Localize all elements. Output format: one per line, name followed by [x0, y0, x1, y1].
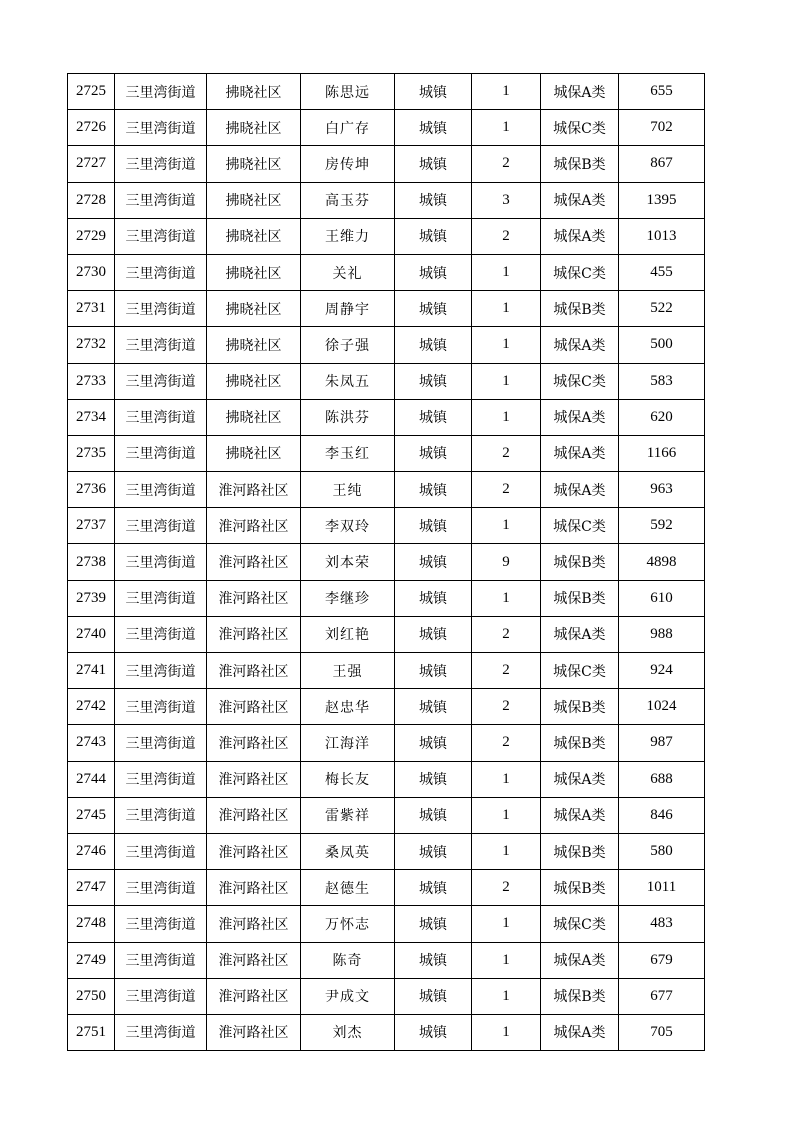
serial-number-cell: 2735 — [68, 435, 115, 471]
table-row — [68, 182, 705, 218]
name-cell: 周静宇 — [301, 291, 395, 327]
area-type-cell: 城镇 — [395, 906, 472, 942]
community-cell: 拂晓社区 — [207, 291, 301, 327]
serial-number-cell: 2729 — [68, 218, 115, 254]
name-cell: 王强 — [301, 653, 395, 689]
name-cell: 高玉芬 — [301, 182, 395, 218]
community-cell: 淮河路社区 — [207, 1014, 301, 1050]
table-row — [68, 363, 705, 399]
category-cell: 城保A类 — [541, 472, 619, 508]
area-type-cell: 城镇 — [395, 110, 472, 146]
serial-number-cell: 2730 — [68, 254, 115, 290]
household-size-cell: 1 — [472, 74, 541, 110]
community-cell: 淮河路社区 — [207, 870, 301, 906]
amount-cell: 688 — [619, 761, 705, 797]
area-type-cell: 城镇 — [395, 508, 472, 544]
category-cell: 城保C类 — [541, 906, 619, 942]
amount-cell: 580 — [619, 833, 705, 869]
community-cell: 淮河路社区 — [207, 653, 301, 689]
amount-cell: 500 — [619, 327, 705, 363]
household-size-cell: 1 — [472, 906, 541, 942]
area-type-cell: 城镇 — [395, 327, 472, 363]
serial-number-cell: 2741 — [68, 653, 115, 689]
name-cell: 赵德生 — [301, 870, 395, 906]
street-cell: 三里湾街道 — [115, 580, 207, 616]
serial-number-cell: 2750 — [68, 978, 115, 1014]
street-cell: 三里湾街道 — [115, 254, 207, 290]
area-type-cell: 城镇 — [395, 942, 472, 978]
name-cell: 朱凤五 — [301, 363, 395, 399]
street-cell: 三里湾街道 — [115, 399, 207, 435]
table-row — [68, 218, 705, 254]
category-cell: 城保B类 — [541, 689, 619, 725]
name-cell: 李玉红 — [301, 435, 395, 471]
category-cell: 城保B类 — [541, 544, 619, 580]
name-cell: 王维力 — [301, 218, 395, 254]
table-row — [68, 689, 705, 725]
amount-cell: 987 — [619, 725, 705, 761]
area-type-cell: 城镇 — [395, 616, 472, 652]
table-row — [68, 580, 705, 616]
name-cell: 尹成文 — [301, 978, 395, 1014]
table-row — [68, 472, 705, 508]
community-cell: 淮河路社区 — [207, 797, 301, 833]
name-cell: 梅长友 — [301, 761, 395, 797]
area-type-cell: 城镇 — [395, 653, 472, 689]
street-cell: 三里湾街道 — [115, 218, 207, 254]
serial-number-cell: 2748 — [68, 906, 115, 942]
street-cell: 三里湾街道 — [115, 110, 207, 146]
table-row — [68, 399, 705, 435]
street-cell: 三里湾街道 — [115, 291, 207, 327]
area-type-cell: 城镇 — [395, 182, 472, 218]
household-size-cell: 1 — [472, 797, 541, 833]
amount-cell: 655 — [619, 74, 705, 110]
category-cell: 城保A类 — [541, 74, 619, 110]
street-cell: 三里湾街道 — [115, 797, 207, 833]
household-size-cell: 2 — [472, 146, 541, 182]
amount-cell: 702 — [619, 110, 705, 146]
street-cell: 三里湾街道 — [115, 327, 207, 363]
household-size-cell: 3 — [472, 182, 541, 218]
community-cell: 拂晓社区 — [207, 182, 301, 218]
community-cell: 淮河路社区 — [207, 942, 301, 978]
category-cell: 城保B类 — [541, 291, 619, 327]
category-cell: 城保A类 — [541, 399, 619, 435]
community-cell: 淮河路社区 — [207, 978, 301, 1014]
amount-cell: 583 — [619, 363, 705, 399]
serial-number-cell: 2746 — [68, 833, 115, 869]
serial-number-cell: 2739 — [68, 580, 115, 616]
serial-number-cell: 2728 — [68, 182, 115, 218]
category-cell: 城保C类 — [541, 254, 619, 290]
household-size-cell: 2 — [472, 435, 541, 471]
street-cell: 三里湾街道 — [115, 146, 207, 182]
area-type-cell: 城镇 — [395, 580, 472, 616]
street-cell: 三里湾街道 — [115, 363, 207, 399]
street-cell: 三里湾街道 — [115, 833, 207, 869]
street-cell: 三里湾街道 — [115, 472, 207, 508]
amount-cell: 988 — [619, 616, 705, 652]
area-type-cell: 城镇 — [395, 544, 472, 580]
household-size-cell: 1 — [472, 399, 541, 435]
category-cell: 城保A类 — [541, 218, 619, 254]
household-size-cell: 1 — [472, 761, 541, 797]
amount-cell: 592 — [619, 508, 705, 544]
community-cell: 拂晓社区 — [207, 435, 301, 471]
serial-number-cell: 2747 — [68, 870, 115, 906]
amount-cell: 483 — [619, 906, 705, 942]
amount-cell: 610 — [619, 580, 705, 616]
table-row — [68, 870, 705, 906]
name-cell: 陈奇 — [301, 942, 395, 978]
amount-cell: 1166 — [619, 435, 705, 471]
household-size-cell: 1 — [472, 942, 541, 978]
table-row — [68, 1014, 705, 1050]
name-cell: 桑凤英 — [301, 833, 395, 869]
household-size-cell: 2 — [472, 616, 541, 652]
name-cell: 刘杰 — [301, 1014, 395, 1050]
community-cell: 拂晓社区 — [207, 399, 301, 435]
amount-cell: 679 — [619, 942, 705, 978]
table-row — [68, 653, 705, 689]
community-cell: 拂晓社区 — [207, 146, 301, 182]
name-cell: 王纯 — [301, 472, 395, 508]
amount-cell: 455 — [619, 254, 705, 290]
amount-cell: 677 — [619, 978, 705, 1014]
table-row — [68, 110, 705, 146]
table-row — [68, 146, 705, 182]
street-cell: 三里湾街道 — [115, 653, 207, 689]
category-cell: 城保A类 — [541, 761, 619, 797]
serial-number-cell: 2725 — [68, 74, 115, 110]
table-row — [68, 797, 705, 833]
category-cell: 城保B类 — [541, 146, 619, 182]
community-cell: 拂晓社区 — [207, 74, 301, 110]
amount-cell: 867 — [619, 146, 705, 182]
serial-number-cell: 2732 — [68, 327, 115, 363]
area-type-cell: 城镇 — [395, 254, 472, 290]
category-cell: 城保B类 — [541, 978, 619, 1014]
serial-number-cell: 2743 — [68, 725, 115, 761]
area-type-cell: 城镇 — [395, 761, 472, 797]
community-cell: 淮河路社区 — [207, 833, 301, 869]
table-row — [68, 327, 705, 363]
serial-number-cell: 2742 — [68, 689, 115, 725]
household-size-cell: 1 — [472, 508, 541, 544]
street-cell: 三里湾街道 — [115, 870, 207, 906]
category-cell: 城保B类 — [541, 725, 619, 761]
community-cell: 拂晓社区 — [207, 363, 301, 399]
household-size-cell: 1 — [472, 833, 541, 869]
area-type-cell: 城镇 — [395, 472, 472, 508]
household-size-cell: 1 — [472, 363, 541, 399]
table-row — [68, 616, 705, 652]
household-size-cell: 2 — [472, 725, 541, 761]
table-body — [68, 74, 705, 1051]
name-cell: 万怀志 — [301, 906, 395, 942]
serial-number-cell: 2734 — [68, 399, 115, 435]
table-row — [68, 833, 705, 869]
category-cell: 城保A类 — [541, 797, 619, 833]
name-cell: 李双玲 — [301, 508, 395, 544]
street-cell: 三里湾街道 — [115, 761, 207, 797]
name-cell: 陈洪芬 — [301, 399, 395, 435]
community-cell: 拂晓社区 — [207, 254, 301, 290]
community-cell: 淮河路社区 — [207, 472, 301, 508]
area-type-cell: 城镇 — [395, 978, 472, 1014]
street-cell: 三里湾街道 — [115, 978, 207, 1014]
serial-number-cell: 2733 — [68, 363, 115, 399]
community-cell: 拂晓社区 — [207, 218, 301, 254]
amount-cell: 620 — [619, 399, 705, 435]
table-row — [68, 544, 705, 580]
amount-cell: 705 — [619, 1014, 705, 1050]
amount-cell: 1395 — [619, 182, 705, 218]
name-cell: 赵忠华 — [301, 689, 395, 725]
community-cell: 淮河路社区 — [207, 725, 301, 761]
serial-number-cell: 2738 — [68, 544, 115, 580]
area-type-cell: 城镇 — [395, 435, 472, 471]
category-cell: 城保A类 — [541, 327, 619, 363]
area-type-cell: 城镇 — [395, 363, 472, 399]
name-cell: 雷紫祥 — [301, 797, 395, 833]
household-size-cell: 2 — [472, 218, 541, 254]
community-cell: 拂晓社区 — [207, 327, 301, 363]
table-row — [68, 761, 705, 797]
area-type-cell: 城镇 — [395, 797, 472, 833]
community-cell: 淮河路社区 — [207, 906, 301, 942]
household-size-cell: 1 — [472, 978, 541, 1014]
amount-cell: 522 — [619, 291, 705, 327]
area-type-cell: 城镇 — [395, 725, 472, 761]
household-size-cell: 1 — [472, 110, 541, 146]
street-cell: 三里湾街道 — [115, 616, 207, 652]
area-type-cell: 城镇 — [395, 399, 472, 435]
area-type-cell: 城镇 — [395, 833, 472, 869]
table-row — [68, 725, 705, 761]
category-cell: 城保B类 — [541, 870, 619, 906]
table-row — [68, 508, 705, 544]
area-type-cell: 城镇 — [395, 146, 472, 182]
serial-number-cell: 2744 — [68, 761, 115, 797]
name-cell: 陈思远 — [301, 74, 395, 110]
community-cell: 淮河路社区 — [207, 544, 301, 580]
table-row — [68, 291, 705, 327]
category-cell: 城保B类 — [541, 580, 619, 616]
table-row — [68, 74, 705, 110]
name-cell: 刘红艳 — [301, 616, 395, 652]
category-cell: 城保A类 — [541, 616, 619, 652]
name-cell: 房传坤 — [301, 146, 395, 182]
category-cell: 城保C类 — [541, 110, 619, 146]
area-type-cell: 城镇 — [395, 291, 472, 327]
street-cell: 三里湾街道 — [115, 689, 207, 725]
category-cell: 城保A类 — [541, 1014, 619, 1050]
street-cell: 三里湾街道 — [115, 544, 207, 580]
name-cell: 白广存 — [301, 110, 395, 146]
street-cell: 三里湾街道 — [115, 942, 207, 978]
community-cell: 淮河路社区 — [207, 580, 301, 616]
table-row — [68, 942, 705, 978]
area-type-cell: 城镇 — [395, 870, 472, 906]
category-cell: 城保C类 — [541, 363, 619, 399]
amount-cell: 1013 — [619, 218, 705, 254]
area-type-cell: 城镇 — [395, 218, 472, 254]
community-cell: 淮河路社区 — [207, 508, 301, 544]
street-cell: 三里湾街道 — [115, 725, 207, 761]
household-size-cell: 2 — [472, 689, 541, 725]
household-size-cell: 2 — [472, 472, 541, 508]
household-size-cell: 1 — [472, 254, 541, 290]
name-cell: 江海洋 — [301, 725, 395, 761]
table-row — [68, 906, 705, 942]
area-type-cell: 城镇 — [395, 1014, 472, 1050]
category-cell: 城保A类 — [541, 435, 619, 471]
household-size-cell: 2 — [472, 870, 541, 906]
household-size-cell: 1 — [472, 580, 541, 616]
table-row — [68, 435, 705, 471]
name-cell: 刘本荣 — [301, 544, 395, 580]
community-cell: 淮河路社区 — [207, 616, 301, 652]
street-cell: 三里湾街道 — [115, 906, 207, 942]
category-cell: 城保A类 — [541, 942, 619, 978]
street-cell: 三里湾街道 — [115, 435, 207, 471]
area-type-cell: 城镇 — [395, 74, 472, 110]
street-cell: 三里湾街道 — [115, 508, 207, 544]
serial-number-cell: 2749 — [68, 942, 115, 978]
relief-roster-table — [67, 73, 705, 1051]
name-cell: 李继珍 — [301, 580, 395, 616]
household-size-cell: 1 — [472, 327, 541, 363]
community-cell: 淮河路社区 — [207, 761, 301, 797]
serial-number-cell: 2731 — [68, 291, 115, 327]
amount-cell: 963 — [619, 472, 705, 508]
serial-number-cell: 2740 — [68, 616, 115, 652]
serial-number-cell: 2737 — [68, 508, 115, 544]
name-cell: 关礼 — [301, 254, 395, 290]
household-size-cell: 2 — [472, 653, 541, 689]
category-cell: 城保A类 — [541, 182, 619, 218]
amount-cell: 1024 — [619, 689, 705, 725]
street-cell: 三里湾街道 — [115, 182, 207, 218]
name-cell: 徐子强 — [301, 327, 395, 363]
community-cell: 淮河路社区 — [207, 689, 301, 725]
amount-cell: 846 — [619, 797, 705, 833]
street-cell: 三里湾街道 — [115, 74, 207, 110]
household-size-cell: 1 — [472, 1014, 541, 1050]
area-type-cell: 城镇 — [395, 689, 472, 725]
table-row — [68, 254, 705, 290]
amount-cell: 4898 — [619, 544, 705, 580]
serial-number-cell: 2736 — [68, 472, 115, 508]
category-cell: 城保B类 — [541, 833, 619, 869]
table-row — [68, 978, 705, 1014]
category-cell: 城保C类 — [541, 508, 619, 544]
community-cell: 拂晓社区 — [207, 110, 301, 146]
serial-number-cell: 2751 — [68, 1014, 115, 1050]
street-cell: 三里湾街道 — [115, 1014, 207, 1050]
household-size-cell: 1 — [472, 291, 541, 327]
serial-number-cell: 2745 — [68, 797, 115, 833]
amount-cell: 924 — [619, 653, 705, 689]
household-size-cell: 9 — [472, 544, 541, 580]
serial-number-cell: 2726 — [68, 110, 115, 146]
amount-cell: 1011 — [619, 870, 705, 906]
serial-number-cell: 2727 — [68, 146, 115, 182]
category-cell: 城保C类 — [541, 653, 619, 689]
